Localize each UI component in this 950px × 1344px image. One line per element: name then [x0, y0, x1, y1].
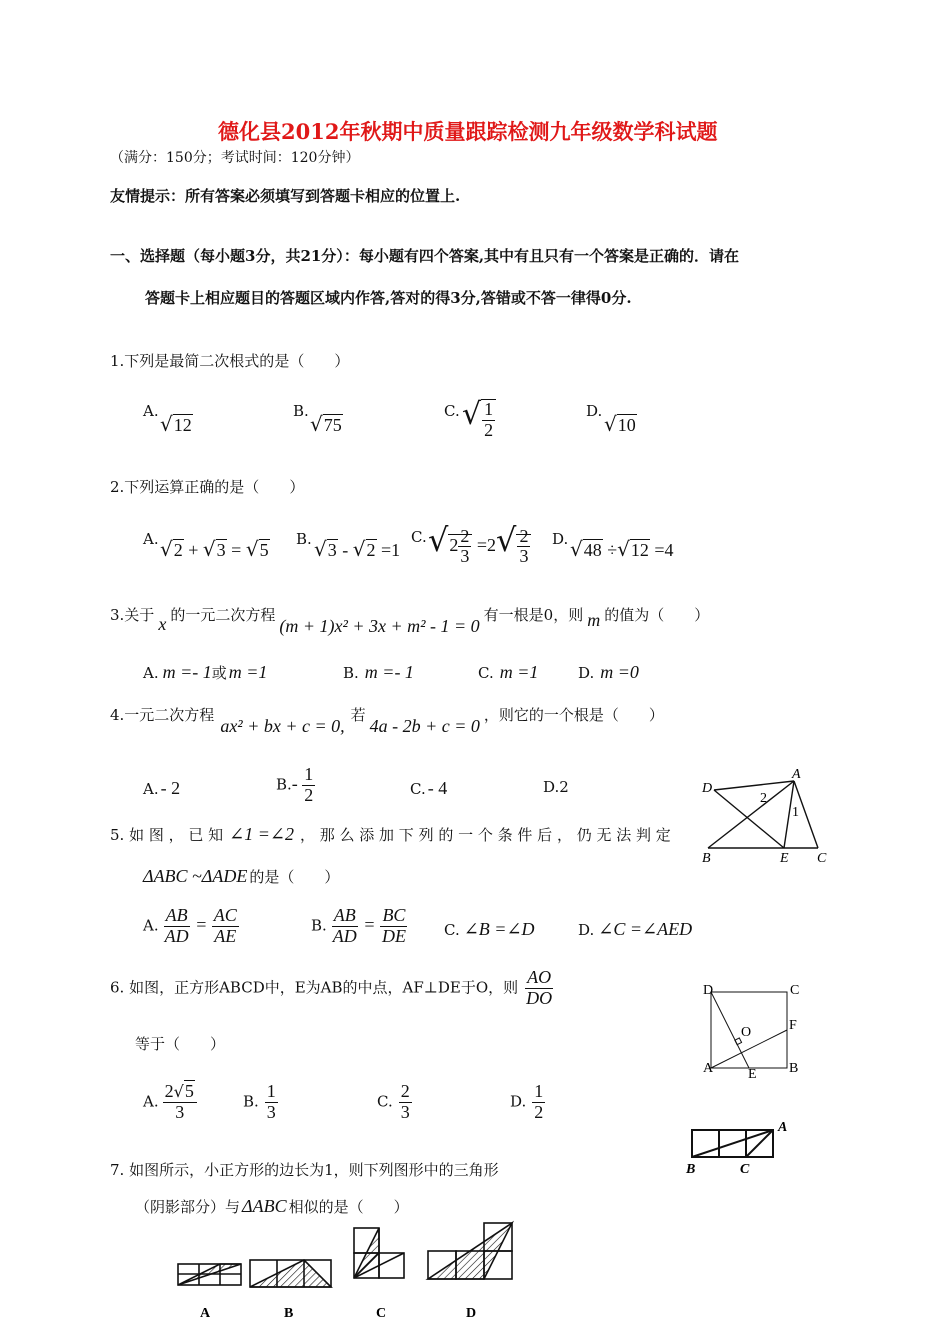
q7-label-a: A: [778, 1120, 788, 1135]
q1-option-d: D.: [586, 402, 603, 420]
q6-label-o: O: [741, 1025, 752, 1040]
question-2-stem: 2.下列运算正确的是（ ）: [110, 478, 305, 496]
q2-option-c: C.: [411, 528, 427, 546]
q4-option-c: C. - 4: [410, 778, 448, 798]
q6-option-d: D. $\frac{1}{2}$: [510, 1081, 544, 1122]
section-heading-line1: 一、选择题（每小题3分，共21分）：每小题有四个答案,其中有且只有一个答案是正确的．请在: [110, 247, 740, 265]
q5-triangle-figure: [700, 767, 840, 866]
q1-option-c: C.: [444, 402, 460, 420]
q3-option-c: C. m =1: [478, 662, 539, 682]
q2-option-b: B.: [296, 530, 312, 548]
q6-option-c: C. $\frac{2}{3}$: [377, 1081, 410, 1122]
q5-label-d: D: [702, 781, 713, 796]
q4-option-b: B.- $\frac{1}{2}$: [276, 764, 314, 805]
q5-label-a: A: [792, 767, 801, 782]
q5-option-a: A. $\frac{AB}{AD}$ = $\frac{AC}{AE}$: [143, 905, 237, 946]
q3-option-d: D. m =0: [578, 662, 639, 682]
q1-option-c-expr: √ $\frac{1}{2}$: [462, 397, 496, 441]
page-title: 德化县2012年秋期中质量跟踪检测九年级数学科试题: [218, 119, 718, 144]
question-1-stem: 1.下列是最简二次根式的是（ ）: [110, 352, 350, 370]
q7-option-d-label: D: [466, 1306, 477, 1321]
q6-label-d: D: [703, 983, 714, 998]
q7-option-b-figure: [250, 1260, 331, 1287]
q6-square-figure: [700, 982, 810, 1082]
q4-option-a: A. - 2: [143, 778, 181, 798]
q7-label-c: C: [740, 1162, 750, 1177]
q7-option-c-figure: [354, 1228, 404, 1278]
q1-option-a-expr: √12: [160, 412, 192, 436]
q7-option-b-label: B: [284, 1306, 294, 1321]
q7-reference-figure: [684, 1118, 794, 1178]
question-6-stem: 6. 如图，正方形ABCD中，E为AB的中点，AF⊥DE于O，则 $\frac{AO}{DO}$: [110, 967, 553, 1008]
q7-option-c-label: C: [376, 1306, 387, 1321]
q5-angle-1: 1: [792, 805, 799, 820]
friendly-tip: 友情提示：所有答案必须填写到答题卡相应的位置上.: [110, 187, 461, 205]
q1-option-a: A.: [143, 402, 159, 420]
q2-option-d: D.: [552, 530, 569, 548]
q6-option-a: A. $\frac{2√5}{3}$: [143, 1082, 197, 1123]
q3-option-a: A. m =- 1或 m =1: [143, 662, 268, 682]
q5-option-c: C. ∠B =∠D: [444, 919, 535, 939]
q5-option-b: B. $\frac{AB}{AD}$ = $\frac{BC}{DE}$: [311, 905, 406, 946]
q2-option-a: A.: [143, 530, 159, 548]
q3-option-b: B. m =- 1: [343, 662, 414, 682]
question-5-stem-line2: ΔABC ~ΔADE 的是（ ）: [143, 866, 340, 886]
q2-option-a-expr: √2 + √3 = √5: [160, 537, 269, 561]
q5-label-b: B: [702, 851, 711, 866]
q7-label-b: B: [686, 1162, 696, 1177]
question-7-stem-line2: （阴影部分）与 ΔABC 相似的是（ ）: [135, 1196, 409, 1216]
q2-option-d-expr: √48 ÷√12 =4: [570, 537, 674, 561]
q6-option-b: B. $\frac{1}{3}$: [243, 1081, 276, 1122]
q7-options-figure: [170, 1220, 530, 1330]
question-6-stem-line2: 等于（ ）: [135, 1035, 226, 1053]
q5-label-c: C: [817, 851, 827, 866]
q7-option-a-label: A: [200, 1306, 211, 1321]
q7-option-a-figure: [178, 1264, 241, 1285]
q6-label-f: F: [789, 1018, 797, 1033]
q4-option-d: D.2: [543, 778, 569, 796]
q5-angle-2: 2: [760, 791, 767, 806]
q7-option-d-figure: [428, 1223, 512, 1279]
q5-option-d: D. ∠C =∠AED: [578, 919, 693, 939]
exam-info: （满分：150分；考试时间：120分钟）: [110, 150, 360, 166]
q1-option-b: B.: [293, 402, 309, 420]
q2-option-b-expr: √3 - √2 =1: [314, 537, 401, 561]
q6-label-c: C: [790, 983, 800, 998]
q1-option-d-expr: √10: [604, 412, 636, 436]
section-heading-line2: 答题卡上相应题目的答题区域内作答,答对的得3分,答错或不答一律得0分.: [145, 289, 632, 307]
question-5-stem: 5. 如 图 ， 已 知 ∠1 =∠2 ， 那 么 添 加 下 列 的 一 个 条 件 后 ， 仍 无 法 判 定: [110, 824, 671, 844]
question-4-stem: 4.一元二次方程ax² + bx + c = 0,若4a - 2b + c = 0，则它的一个根是（ ）: [110, 706, 664, 736]
q6-label-a: A: [703, 1061, 714, 1076]
q5-label-e: E: [780, 851, 789, 866]
question-3-stem: 3.关于 x 的一元二次方程(m + 1)x² + 3x + m² - 1 = 0有一根是0，则 m 的值为（ ）: [110, 606, 710, 636]
q6-label-b: B: [789, 1061, 799, 1076]
q1-option-b-expr: √75: [310, 412, 342, 436]
q2-option-c-expr: √2 $\frac{2}{3}$ =2√ $\frac{2}{3}$: [428, 521, 531, 567]
q6-label-e: E: [748, 1067, 757, 1082]
question-7-stem: 7. 如图所示，小正方形的边长为1，则下列图形中的三角形: [110, 1161, 499, 1179]
